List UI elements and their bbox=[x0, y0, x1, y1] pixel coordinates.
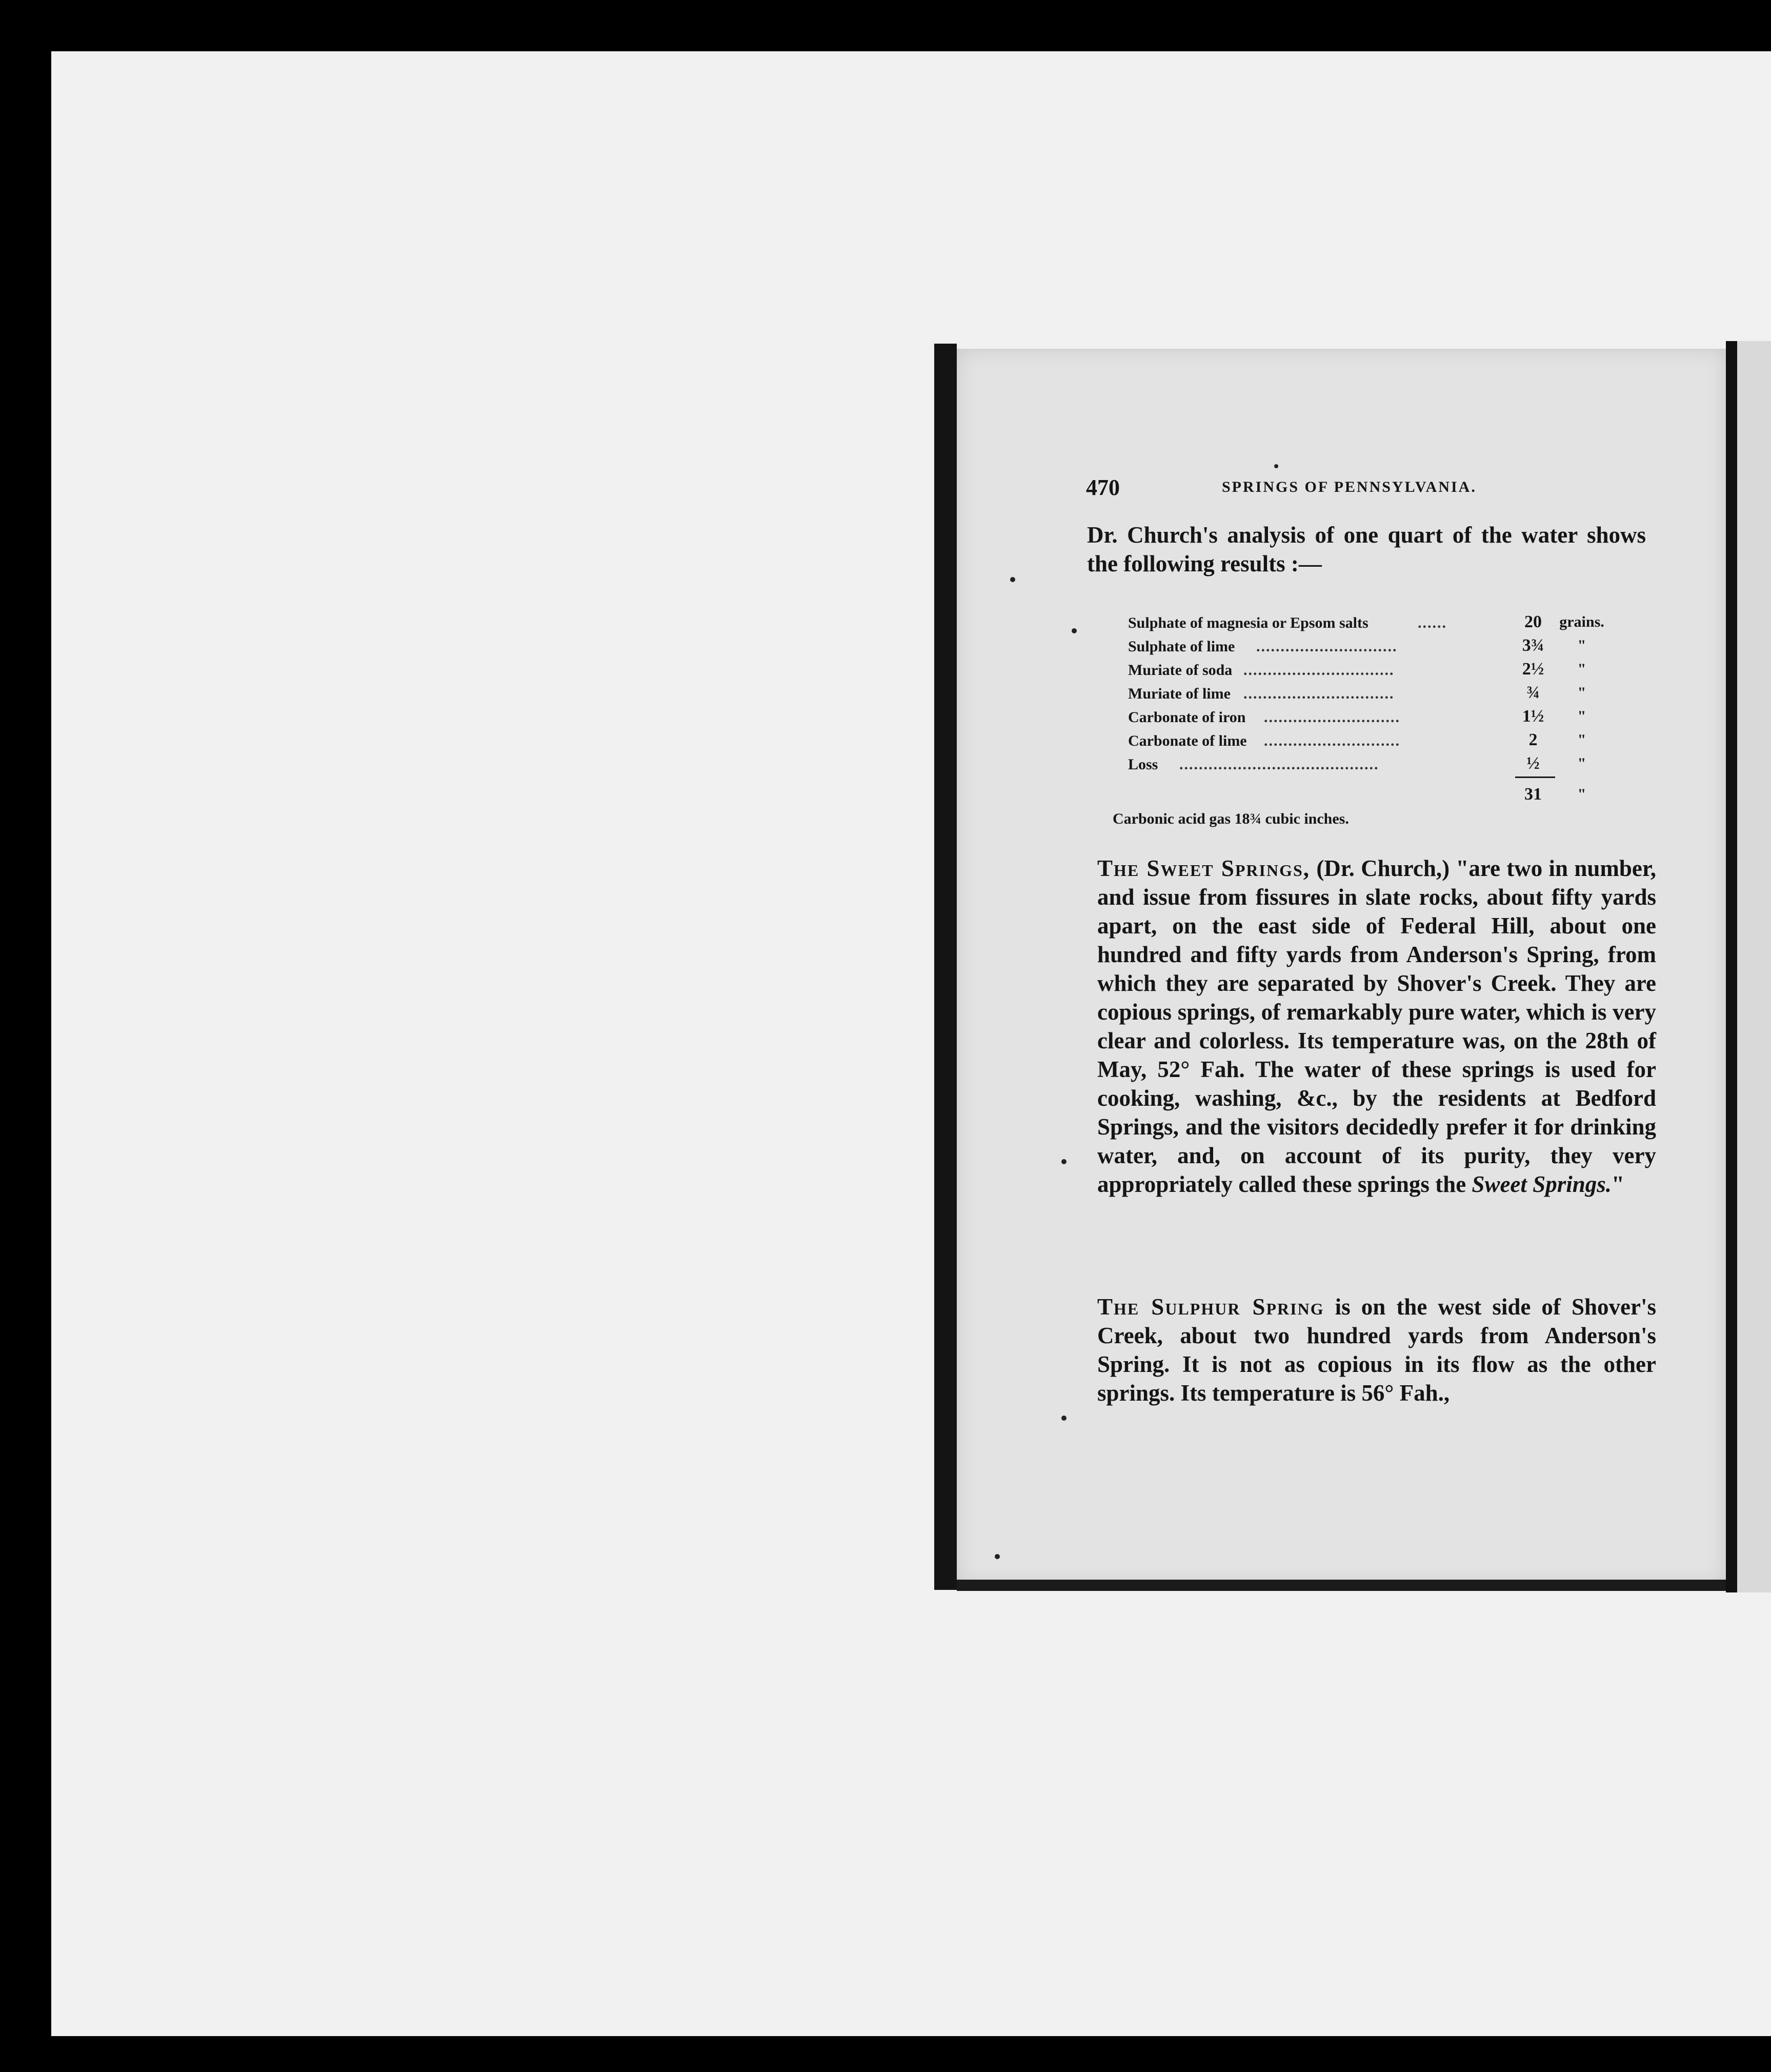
analysis-table bbox=[1128, 610, 1656, 804]
total-row bbox=[1128, 783, 1656, 808]
scan-speck bbox=[1274, 464, 1278, 468]
leader-dots: ............................... bbox=[1243, 662, 1395, 679]
leader-dots: ............................. bbox=[1256, 638, 1398, 655]
sulphur-spring-paragraph bbox=[1097, 1292, 1656, 1407]
component-name: Loss bbox=[1128, 756, 1158, 773]
component-quantity: ¾ bbox=[1526, 683, 1540, 702]
leader-dots: ...... bbox=[1418, 614, 1447, 631]
component-unit: " bbox=[1577, 637, 1586, 654]
component-quantity: 2 bbox=[1528, 730, 1538, 749]
page-bottom-edge bbox=[957, 1580, 1726, 1591]
gas-note: Carbonic acid gas 18¾ cubic inches. bbox=[1113, 810, 1349, 827]
analysis-row bbox=[1128, 752, 1656, 775]
scan-speck bbox=[1061, 1159, 1066, 1164]
italic-term: Sweet Springs. bbox=[1472, 1171, 1612, 1197]
component-unit: " bbox=[1577, 684, 1586, 701]
component-unit: " bbox=[1577, 661, 1586, 678]
component-name: Muriate of lime bbox=[1128, 685, 1231, 702]
leader-dots: ............................... bbox=[1243, 685, 1395, 702]
sum-rule bbox=[1515, 776, 1555, 778]
leader-dots: ............................ bbox=[1264, 709, 1400, 726]
component-quantity: 2½ bbox=[1522, 660, 1544, 679]
total-quantity: 31 bbox=[1524, 785, 1542, 804]
analysis-row bbox=[1128, 610, 1656, 634]
analysis-row bbox=[1128, 705, 1656, 728]
closing-quote: " bbox=[1612, 1171, 1624, 1197]
component-name: Carbonate of iron bbox=[1128, 709, 1246, 726]
intro-paragraph: Dr. Church's analysis of one quart of the water shows the following results :— bbox=[1087, 522, 1646, 576]
component-unit: " bbox=[1577, 755, 1586, 772]
component-unit: " bbox=[1577, 731, 1586, 748]
analysis-row bbox=[1128, 681, 1656, 705]
component-quantity: 3¾ bbox=[1522, 636, 1544, 655]
section-heading: The Sulphur Spring bbox=[1097, 1294, 1324, 1320]
component-unit: " bbox=[1577, 708, 1586, 725]
facing-page-edge bbox=[1737, 341, 1771, 1592]
section-heading: The Sweet Springs, bbox=[1097, 855, 1311, 881]
paragraph-text: is on the west side of Shover's Creek, about two hundred yards from Anderson's Spring. It is not as copious in its flow as the other springs. Its temperature is 56° Fah., bbox=[1097, 1294, 1656, 1406]
component-quantity: ½ bbox=[1526, 754, 1540, 773]
analysis-row bbox=[1128, 658, 1656, 681]
paragraph-text: (Dr. Church,) "are two in number, and issue from fissures in slate rocks, about fifty yards apart, on the east side of Federal Hill, about one hundred and fifty yards from Anderson's Spring, from which they are separated by Shover's Creek. They are copious springs, of remarkably pure water, which is very clear and colorless. Its temperature was, on the 28th of May, 52° Fah. The water of these springs is used for cooking, washing, &c., by the residents at Bedford Springs, and the visitors decidedly prefer it for drinking water, and, on account of its purity, they very appropriately called these springs the bbox=[1097, 855, 1656, 1197]
analysis-row bbox=[1128, 728, 1656, 752]
analysis-row bbox=[1128, 634, 1656, 658]
page-number: 470 bbox=[1086, 475, 1120, 500]
component-quantity: 1½ bbox=[1522, 707, 1544, 726]
leader-dots: ......................................... bbox=[1179, 756, 1379, 773]
scan-speck bbox=[1010, 577, 1015, 582]
scan-speck bbox=[1061, 1416, 1066, 1421]
sweet-springs-paragraph bbox=[1097, 854, 1656, 1199]
book-gutter bbox=[1726, 341, 1737, 1592]
component-unit: grains. bbox=[1559, 613, 1604, 630]
component-quantity: 20 bbox=[1524, 612, 1542, 631]
component-name: Muriate of soda bbox=[1128, 662, 1233, 679]
component-name: Sulphate of magnesia or Epsom salts bbox=[1128, 614, 1368, 631]
page-header bbox=[1086, 474, 1640, 500]
scan-speck bbox=[995, 1554, 1000, 1559]
running-head: SPRINGS OF PENNSYLVANIA. bbox=[1222, 479, 1477, 495]
book-spine bbox=[934, 344, 957, 1590]
component-name: Carbonate of lime bbox=[1128, 732, 1247, 749]
component-name: Sulphate of lime bbox=[1128, 638, 1235, 655]
leader-dots: ............................ bbox=[1264, 732, 1400, 749]
scan-speck bbox=[1072, 628, 1077, 633]
total-unit: " bbox=[1577, 786, 1586, 803]
